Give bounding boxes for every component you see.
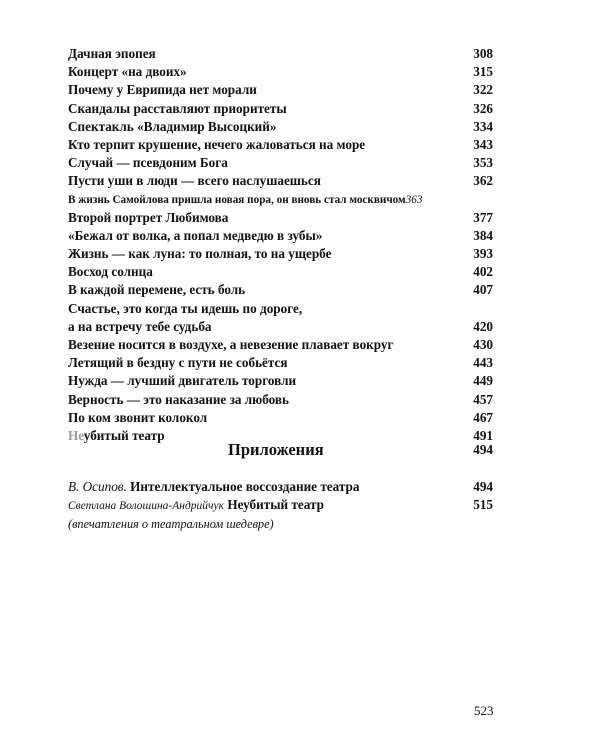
toc-page: 315: [473, 64, 493, 80]
toc-title-rest: убитый театр: [83, 427, 165, 443]
toc-title: [68, 191, 422, 209]
toc-title: Второй портрет Любимова: [68, 209, 229, 225]
appendix-heading: Приложения: [228, 440, 324, 459]
toc-title: Жизнь — как луна: то полная, то на ущербе: [68, 246, 332, 262]
toc-entry: [68, 100, 493, 118]
toc-entry: [68, 136, 493, 154]
toc-entry: [68, 245, 493, 263]
toc-page: 308: [473, 46, 493, 61]
toc-page: 353: [473, 155, 493, 171]
toc-page: 443: [473, 355, 493, 371]
toc-title: [68, 300, 302, 336]
toc-page: 420: [473, 318, 493, 334]
toc-entry: [68, 336, 493, 354]
toc-page: 343: [473, 136, 493, 152]
toc-page: 326: [473, 100, 493, 116]
toc-title: Пусти уши в люди — всего наслушаешься: [68, 173, 321, 189]
toc-title: Случай — псевдоним Бога: [68, 155, 228, 171]
toc-title: Везение носится в воздухе, а невезение плавает вокруг: [68, 337, 394, 353]
toc-page: 449: [473, 373, 493, 389]
appendix-author: В. Осипов.: [68, 479, 127, 494]
appendix-work: Интеллектуальное воссоздание театра: [130, 479, 360, 494]
toc-title: Кто терпит крушение, нечего жаловаться на море: [68, 136, 366, 152]
toc-title: «Бежал от волка, а попал медведю в зубы»: [68, 227, 323, 243]
toc-title: В каждой перемене, есть боль: [68, 282, 246, 298]
toc-entry: [68, 354, 493, 372]
toc-page: 377: [473, 209, 493, 225]
toc-page: 334: [473, 118, 493, 134]
toc-page: 322: [473, 82, 493, 98]
toc-title: Летящий в бездну с пути не собьётся: [68, 355, 288, 371]
appendix-note: (впечатления о театральном шедевре): [68, 517, 274, 531]
toc-title-line: Счастье, это когда ты идешь по дороге,: [68, 300, 303, 316]
toc-entry: [68, 172, 493, 190]
toc-entry: [68, 118, 493, 136]
toc-title-line: а на встречу тебе судьба: [68, 318, 212, 334]
toc-entry: [68, 372, 493, 390]
toc-page: 393: [473, 246, 493, 262]
toc-entry: [68, 191, 493, 209]
appendix-entry-page: 515: [473, 497, 493, 512]
toc-title: Концерт «на двоих»: [68, 64, 187, 80]
toc-entry: [68, 281, 493, 299]
toc-entry: [68, 263, 493, 281]
appendix-author: Светлана Волошина-Андрийчук: [68, 500, 225, 512]
toc-page: 467: [473, 409, 493, 425]
toc-entry: [68, 227, 493, 245]
toc-entry: [68, 391, 493, 409]
toc-page: 362: [473, 173, 493, 189]
toc-page: 407: [473, 282, 493, 298]
toc-title: Спектакль «Владимир Высоцкий»: [68, 118, 277, 134]
toc-page: 384: [473, 227, 493, 243]
page-number: 523: [474, 703, 494, 718]
toc-page: 457: [473, 391, 493, 407]
toc-title: Восход солнца: [68, 264, 153, 280]
appendix-page: 494: [473, 442, 493, 457]
toc-entry: [68, 81, 493, 99]
toc-title: Почему у Еврипида нет морали: [68, 82, 257, 98]
toc-page: 491: [473, 427, 493, 443]
appendix-entry: [68, 478, 493, 496]
toc-page: 430: [473, 337, 493, 353]
appendix-entry: [68, 496, 493, 533]
toc-entry: [68, 209, 493, 227]
toc-title: Нужда — лучший двигатель торговли: [68, 373, 297, 389]
toc-entry: [68, 154, 493, 172]
toc-page: 363: [405, 193, 423, 206]
toc-entry: [68, 409, 493, 427]
appendix-entry-page: 494: [473, 479, 493, 494]
toc-title: Верность — это наказание за любовь: [68, 391, 290, 407]
toc-entry: [68, 63, 493, 81]
toc-page: 402: [473, 264, 493, 280]
appendix-work: Неубитый театр: [227, 497, 324, 512]
table-of-contents: [68, 45, 493, 445]
toc-title: По ком звонит колокол: [68, 409, 208, 425]
toc-title: Дачная эпопея: [68, 46, 156, 61]
appendix-heading-row: [68, 436, 493, 464]
toc-title-text: В жизнь Самойлова пришла новая пора, он вновь стал москвичом: [68, 193, 406, 206]
toc-title-faint: Не: [68, 427, 84, 443]
toc-title: Скандалы расставляют приоритеты: [68, 100, 287, 116]
toc-entry: [68, 300, 493, 336]
toc-entry: [68, 45, 493, 63]
